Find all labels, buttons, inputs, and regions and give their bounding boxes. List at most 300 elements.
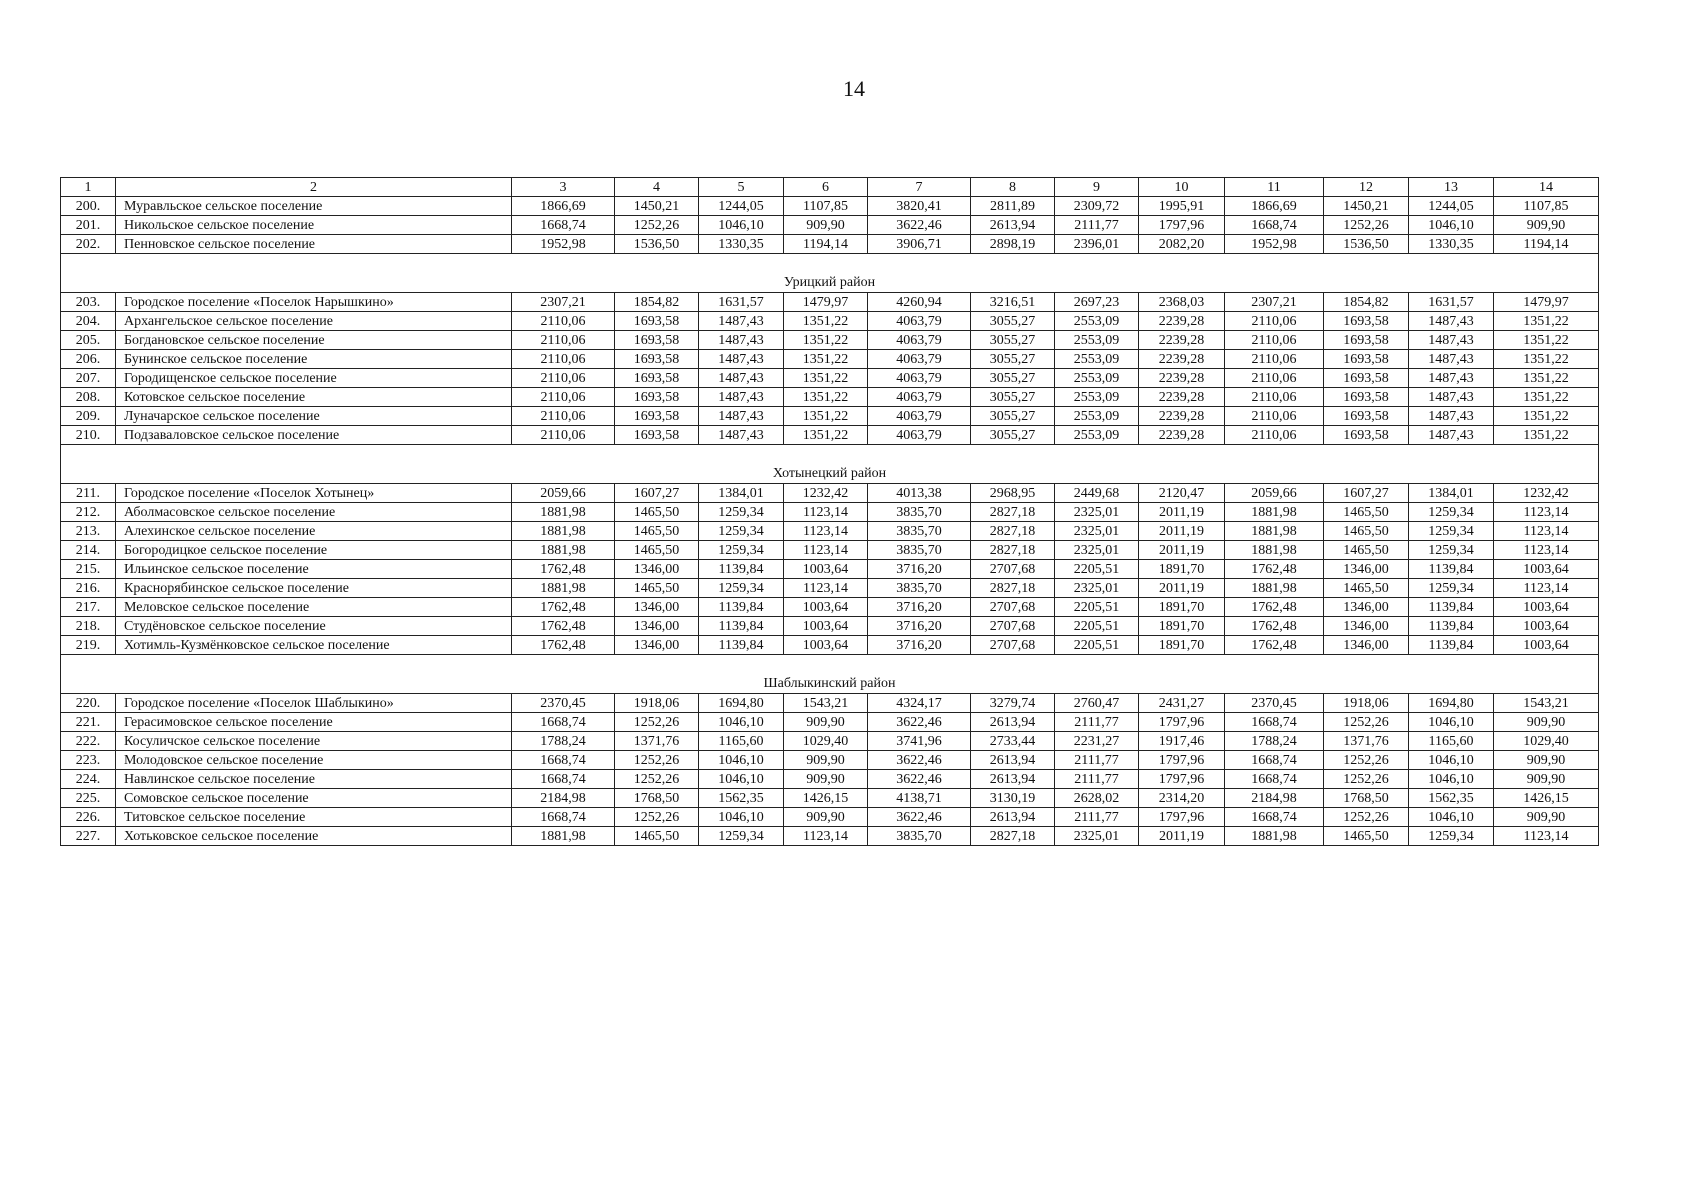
value-cell: 1881,98 (512, 522, 615, 541)
row-number: 218. (61, 617, 116, 636)
value-cell: 1426,15 (784, 789, 868, 808)
value-cell: 2325,01 (1055, 541, 1139, 560)
settlement-name: Молодовское сельское поселение (116, 751, 512, 770)
value-cell: 1881,98 (1225, 827, 1324, 846)
value-cell: 2239,28 (1139, 369, 1225, 388)
value-cell: 2968,95 (971, 484, 1055, 503)
table-row (61, 331, 1599, 350)
table-row (61, 293, 1599, 312)
value-cell: 1232,42 (1494, 484, 1599, 503)
value-cell: 1371,76 (615, 732, 699, 751)
value-cell: 1252,26 (615, 713, 699, 732)
value-cell: 1194,14 (1494, 235, 1599, 254)
settlement-name: Богдановское сельское поселение (116, 331, 512, 350)
tariff-table-container (60, 177, 1598, 846)
value-cell: 1003,64 (784, 636, 868, 655)
value-cell: 2111,77 (1055, 216, 1139, 235)
value-cell: 1259,34 (699, 522, 784, 541)
value-cell: 1046,10 (699, 216, 784, 235)
value-cell: 1918,06 (615, 694, 699, 713)
value-cell: 2205,51 (1055, 636, 1139, 655)
value-cell: 4063,79 (868, 350, 971, 369)
value-cell: 1693,58 (1324, 388, 1409, 407)
value-cell: 1762,48 (512, 617, 615, 636)
value-cell: 1384,01 (699, 484, 784, 503)
value-cell: 3820,41 (868, 197, 971, 216)
table-row (61, 827, 1599, 846)
value-cell: 1123,14 (1494, 827, 1599, 846)
value-cell: 2368,03 (1139, 293, 1225, 312)
value-cell: 1487,43 (1409, 388, 1494, 407)
value-cell: 2239,28 (1139, 388, 1225, 407)
value-cell: 1351,22 (784, 426, 868, 445)
value-cell: 2110,06 (512, 350, 615, 369)
value-cell: 2553,09 (1055, 350, 1139, 369)
value-cell: 2707,68 (971, 636, 1055, 655)
value-cell: 1762,48 (1225, 598, 1324, 617)
header-cell: 8 (971, 178, 1055, 197)
value-cell: 1693,58 (615, 312, 699, 331)
value-cell: 1252,26 (1324, 216, 1409, 235)
settlement-name: Аболмасовское сельское поселение (116, 503, 512, 522)
value-cell: 2396,01 (1055, 235, 1139, 254)
value-cell: 2613,94 (971, 808, 1055, 827)
value-cell: 1003,64 (1494, 560, 1599, 579)
table-row (61, 312, 1599, 331)
row-number: 207. (61, 369, 116, 388)
value-cell: 3622,46 (868, 751, 971, 770)
value-cell: 1762,48 (1225, 617, 1324, 636)
value-cell: 4063,79 (868, 426, 971, 445)
header-cell: 1 (61, 178, 116, 197)
table-row (61, 789, 1599, 808)
value-cell: 1259,34 (699, 579, 784, 598)
row-number: 214. (61, 541, 116, 560)
value-cell: 1194,14 (784, 235, 868, 254)
page-number: 14 (843, 76, 865, 101)
value-cell: 1003,64 (784, 560, 868, 579)
value-cell: 1107,85 (784, 197, 868, 216)
value-cell: 3716,20 (868, 636, 971, 655)
value-cell: 1762,48 (1225, 560, 1324, 579)
header-cell: 3 (512, 178, 615, 197)
value-cell: 2827,18 (971, 579, 1055, 598)
value-cell: 1139,84 (1409, 560, 1494, 579)
value-cell: 1607,27 (1324, 484, 1409, 503)
value-cell: 1003,64 (784, 617, 868, 636)
value-cell: 1252,26 (1324, 770, 1409, 789)
value-cell: 1668,74 (1225, 751, 1324, 770)
value-cell: 1351,22 (1494, 388, 1599, 407)
table-row (61, 560, 1599, 579)
value-cell: 909,90 (784, 751, 868, 770)
table-body (61, 197, 1599, 846)
value-cell: 2553,09 (1055, 388, 1139, 407)
value-cell: 3741,96 (868, 732, 971, 751)
row-number: 220. (61, 694, 116, 713)
value-cell: 1003,64 (1494, 636, 1599, 655)
row-number: 222. (61, 732, 116, 751)
header-cell: 14 (1494, 178, 1599, 197)
value-cell: 1881,98 (1225, 579, 1324, 598)
value-cell: 1123,14 (1494, 579, 1599, 598)
settlement-name: Герасимовское сельское поселение (116, 713, 512, 732)
value-cell: 2011,19 (1139, 579, 1225, 598)
value-cell: 3130,19 (971, 789, 1055, 808)
settlement-name: Алехинское сельское поселение (116, 522, 512, 541)
value-cell: 2827,18 (971, 827, 1055, 846)
row-number: 211. (61, 484, 116, 503)
value-cell: 1244,05 (699, 197, 784, 216)
table-row (61, 541, 1599, 560)
value-cell: 1854,82 (1324, 293, 1409, 312)
table-row (61, 426, 1599, 445)
value-cell: 1346,00 (1324, 636, 1409, 655)
value-cell: 1259,34 (699, 503, 784, 522)
value-cell: 1123,14 (784, 503, 868, 522)
value-cell: 1330,35 (1409, 235, 1494, 254)
header-cell: 4 (615, 178, 699, 197)
district-section-row (61, 445, 1599, 484)
value-cell: 1762,48 (512, 560, 615, 579)
value-cell: 1891,70 (1139, 560, 1225, 579)
value-cell: 1487,43 (1409, 312, 1494, 331)
value-cell: 1123,14 (784, 827, 868, 846)
district-title: Шаблыкинский район (61, 655, 1599, 694)
value-cell: 1165,60 (699, 732, 784, 751)
value-cell: 1046,10 (1409, 808, 1494, 827)
value-cell: 3716,20 (868, 560, 971, 579)
row-number: 204. (61, 312, 116, 331)
value-cell: 4260,94 (868, 293, 971, 312)
value-cell: 1426,15 (1494, 789, 1599, 808)
settlement-name: Студёновское сельское поселение (116, 617, 512, 636)
row-number: 203. (61, 293, 116, 312)
value-cell: 1139,84 (699, 617, 784, 636)
row-number: 217. (61, 598, 116, 617)
value-cell: 1487,43 (1409, 369, 1494, 388)
table-row (61, 751, 1599, 770)
value-cell: 1046,10 (699, 770, 784, 789)
value-cell: 2059,66 (1225, 484, 1324, 503)
settlement-name: Пенновское сельское поселение (116, 235, 512, 254)
value-cell: 1693,58 (1324, 407, 1409, 426)
value-cell: 1917,46 (1139, 732, 1225, 751)
value-cell: 2827,18 (971, 503, 1055, 522)
value-cell: 1891,70 (1139, 636, 1225, 655)
table-row (61, 732, 1599, 751)
value-cell: 1487,43 (1409, 426, 1494, 445)
value-cell: 3835,70 (868, 522, 971, 541)
value-cell: 1881,98 (512, 579, 615, 598)
value-cell: 1487,43 (699, 331, 784, 350)
value-cell: 1139,84 (699, 560, 784, 579)
value-cell: 4063,79 (868, 369, 971, 388)
value-cell: 1693,58 (615, 407, 699, 426)
value-cell: 1165,60 (1409, 732, 1494, 751)
value-cell: 2553,09 (1055, 312, 1139, 331)
tariff-table (60, 177, 1599, 846)
value-cell: 1259,34 (1409, 522, 1494, 541)
value-cell: 1762,48 (1225, 636, 1324, 655)
value-cell: 1797,96 (1139, 808, 1225, 827)
value-cell: 1259,34 (1409, 827, 1494, 846)
value-cell: 909,90 (1494, 751, 1599, 770)
value-cell: 1029,40 (1494, 732, 1599, 751)
value-cell: 1866,69 (512, 197, 615, 216)
header-cell: 13 (1409, 178, 1494, 197)
value-cell: 1139,84 (1409, 598, 1494, 617)
value-cell: 1123,14 (1494, 541, 1599, 560)
value-cell: 2082,20 (1139, 235, 1225, 254)
settlement-name: Городское поселение «Поселок Нарышкино» (116, 293, 512, 312)
value-cell: 3055,27 (971, 369, 1055, 388)
value-cell: 1487,43 (699, 388, 784, 407)
settlement-name: Меловское сельское поселение (116, 598, 512, 617)
value-cell: 1881,98 (1225, 503, 1324, 522)
value-cell: 1351,22 (1494, 407, 1599, 426)
row-number: 209. (61, 407, 116, 426)
value-cell: 1259,34 (1409, 503, 1494, 522)
value-cell: 3055,27 (971, 407, 1055, 426)
row-number: 205. (61, 331, 116, 350)
value-cell: 2733,44 (971, 732, 1055, 751)
value-cell: 1252,26 (615, 808, 699, 827)
settlement-name: Городское поселение «Поселок Хотынец» (116, 484, 512, 503)
value-cell: 3835,70 (868, 541, 971, 560)
value-cell: 3622,46 (868, 713, 971, 732)
value-cell: 1562,35 (699, 789, 784, 808)
value-cell: 1384,01 (1409, 484, 1494, 503)
value-cell: 2325,01 (1055, 827, 1139, 846)
value-cell: 1123,14 (784, 522, 868, 541)
value-cell: 2110,06 (512, 331, 615, 350)
value-cell: 2553,09 (1055, 331, 1139, 350)
row-number: 225. (61, 789, 116, 808)
value-cell: 2827,18 (971, 522, 1055, 541)
table-row (61, 617, 1599, 636)
value-cell: 3835,70 (868, 579, 971, 598)
value-cell: 2613,94 (971, 216, 1055, 235)
value-cell: 2184,98 (512, 789, 615, 808)
value-cell: 1668,74 (512, 713, 615, 732)
table-row (61, 503, 1599, 522)
value-cell: 1123,14 (1494, 522, 1599, 541)
table-row (61, 713, 1599, 732)
value-cell: 1465,50 (615, 503, 699, 522)
value-cell: 1351,22 (1494, 369, 1599, 388)
value-cell: 2110,06 (1225, 426, 1324, 445)
value-cell: 1854,82 (615, 293, 699, 312)
settlement-name: Хотьковское сельское поселение (116, 827, 512, 846)
value-cell: 1351,22 (784, 369, 868, 388)
value-cell: 1479,97 (784, 293, 868, 312)
value-cell: 909,90 (1494, 770, 1599, 789)
value-cell: 1465,50 (615, 579, 699, 598)
value-cell: 1252,26 (1324, 751, 1409, 770)
table-row (61, 694, 1599, 713)
header-cell: 5 (699, 178, 784, 197)
value-cell: 1046,10 (1409, 770, 1494, 789)
settlement-name: Никольское сельское поселение (116, 216, 512, 235)
value-cell: 1668,74 (1225, 216, 1324, 235)
value-cell: 1465,50 (1324, 503, 1409, 522)
value-cell: 3716,20 (868, 617, 971, 636)
value-cell: 1693,58 (615, 369, 699, 388)
value-cell: 1693,58 (615, 388, 699, 407)
value-cell: 1252,26 (615, 751, 699, 770)
value-cell: 2239,28 (1139, 426, 1225, 445)
value-cell: 2011,19 (1139, 541, 1225, 560)
value-cell: 2231,27 (1055, 732, 1139, 751)
value-cell: 1694,80 (1409, 694, 1494, 713)
value-cell: 1351,22 (784, 331, 868, 350)
settlement-name: Бунинское сельское поселение (116, 350, 512, 369)
value-cell: 3055,27 (971, 426, 1055, 445)
value-cell: 1139,84 (1409, 636, 1494, 655)
value-cell: 1693,58 (615, 426, 699, 445)
table-row (61, 636, 1599, 655)
value-cell: 1866,69 (1225, 197, 1324, 216)
settlement-name: Титовское сельское поселение (116, 808, 512, 827)
header-cell: 7 (868, 178, 971, 197)
value-cell: 3055,27 (971, 388, 1055, 407)
value-cell: 1693,58 (1324, 426, 1409, 445)
row-number: 219. (61, 636, 116, 655)
value-cell: 1797,96 (1139, 770, 1225, 789)
value-cell: 2110,06 (1225, 369, 1324, 388)
value-cell: 2553,09 (1055, 369, 1139, 388)
value-cell: 1881,98 (512, 827, 615, 846)
value-cell: 2111,77 (1055, 751, 1139, 770)
value-cell: 2110,06 (512, 426, 615, 445)
table-row (61, 350, 1599, 369)
settlement-name: Богородицкое сельское поселение (116, 541, 512, 560)
value-cell: 1123,14 (784, 579, 868, 598)
value-cell: 1465,50 (615, 522, 699, 541)
value-cell: 1139,84 (699, 598, 784, 617)
value-cell: 1252,26 (1324, 808, 1409, 827)
value-cell: 1346,00 (615, 598, 699, 617)
value-cell: 2553,09 (1055, 426, 1139, 445)
value-cell: 2110,06 (1225, 407, 1324, 426)
value-cell: 1465,50 (1324, 579, 1409, 598)
row-number: 208. (61, 388, 116, 407)
value-cell: 2239,28 (1139, 407, 1225, 426)
value-cell: 3622,46 (868, 216, 971, 235)
value-cell: 2553,09 (1055, 407, 1139, 426)
value-cell: 1479,97 (1494, 293, 1599, 312)
value-cell: 1346,00 (615, 617, 699, 636)
value-cell: 3716,20 (868, 598, 971, 617)
value-cell: 1351,22 (784, 312, 868, 331)
value-cell: 2239,28 (1139, 350, 1225, 369)
settlement-name: Ильинское сельское поселение (116, 560, 512, 579)
value-cell: 4063,79 (868, 312, 971, 331)
value-cell: 2110,06 (512, 369, 615, 388)
value-cell: 4063,79 (868, 331, 971, 350)
value-cell: 1252,26 (615, 770, 699, 789)
value-cell: 1029,40 (784, 732, 868, 751)
value-cell: 1768,50 (615, 789, 699, 808)
value-cell: 1259,34 (699, 827, 784, 846)
value-cell: 1693,58 (615, 331, 699, 350)
value-cell: 2011,19 (1139, 522, 1225, 541)
row-number: 216. (61, 579, 116, 598)
row-number: 226. (61, 808, 116, 827)
value-cell: 1465,50 (615, 827, 699, 846)
value-cell: 1952,98 (512, 235, 615, 254)
value-cell: 1123,14 (784, 541, 868, 560)
value-cell: 2110,06 (512, 388, 615, 407)
value-cell: 1232,42 (784, 484, 868, 503)
value-cell: 2314,20 (1139, 789, 1225, 808)
settlement-name: Краснорябинское сельское поселение (116, 579, 512, 598)
value-cell: 1259,34 (1409, 579, 1494, 598)
value-cell: 1693,58 (1324, 312, 1409, 331)
value-cell: 1046,10 (699, 713, 784, 732)
value-cell: 1046,10 (1409, 216, 1494, 235)
value-cell: 4138,71 (868, 789, 971, 808)
value-cell: 1918,06 (1324, 694, 1409, 713)
value-cell: 1351,22 (1494, 350, 1599, 369)
value-cell: 1543,21 (1494, 694, 1599, 713)
value-cell: 1123,14 (1494, 503, 1599, 522)
value-cell: 2307,21 (512, 293, 615, 312)
value-cell: 2184,98 (1225, 789, 1324, 808)
value-cell: 909,90 (1494, 808, 1599, 827)
value-cell: 1259,34 (699, 541, 784, 560)
value-cell: 1762,48 (512, 636, 615, 655)
value-cell: 2239,28 (1139, 331, 1225, 350)
value-cell: 2707,68 (971, 598, 1055, 617)
value-cell: 2205,51 (1055, 617, 1139, 636)
value-cell: 1046,10 (1409, 751, 1494, 770)
settlement-name: Городское поселение «Поселок Шаблыкино» (116, 694, 512, 713)
value-cell: 1465,50 (1324, 827, 1409, 846)
table-row (61, 484, 1599, 503)
value-cell: 2613,94 (971, 713, 1055, 732)
district-section-row (61, 254, 1599, 293)
value-cell: 1797,96 (1139, 216, 1225, 235)
value-cell: 2110,06 (512, 312, 615, 331)
value-cell: 3622,46 (868, 770, 971, 789)
row-number: 215. (61, 560, 116, 579)
value-cell: 2697,23 (1055, 293, 1139, 312)
value-cell: 1351,22 (1494, 312, 1599, 331)
value-cell: 1668,74 (512, 751, 615, 770)
value-cell: 1371,76 (1324, 732, 1409, 751)
value-cell: 4063,79 (868, 407, 971, 426)
value-cell: 2110,06 (1225, 331, 1324, 350)
value-cell: 1330,35 (699, 235, 784, 254)
value-cell: 1351,22 (784, 388, 868, 407)
row-number: 201. (61, 216, 116, 235)
value-cell: 1881,98 (512, 541, 615, 560)
value-cell: 1562,35 (1409, 789, 1494, 808)
value-cell: 1995,91 (1139, 197, 1225, 216)
value-cell: 1693,58 (1324, 369, 1409, 388)
settlement-name: Навлинское сельское поселение (116, 770, 512, 789)
value-cell: 1351,22 (1494, 331, 1599, 350)
settlement-name: Муравльское сельское поселение (116, 197, 512, 216)
value-cell: 1465,50 (615, 541, 699, 560)
value-cell: 3622,46 (868, 808, 971, 827)
value-cell: 1487,43 (699, 369, 784, 388)
row-number: 223. (61, 751, 116, 770)
value-cell: 1139,84 (1409, 617, 1494, 636)
value-cell: 2059,66 (512, 484, 615, 503)
